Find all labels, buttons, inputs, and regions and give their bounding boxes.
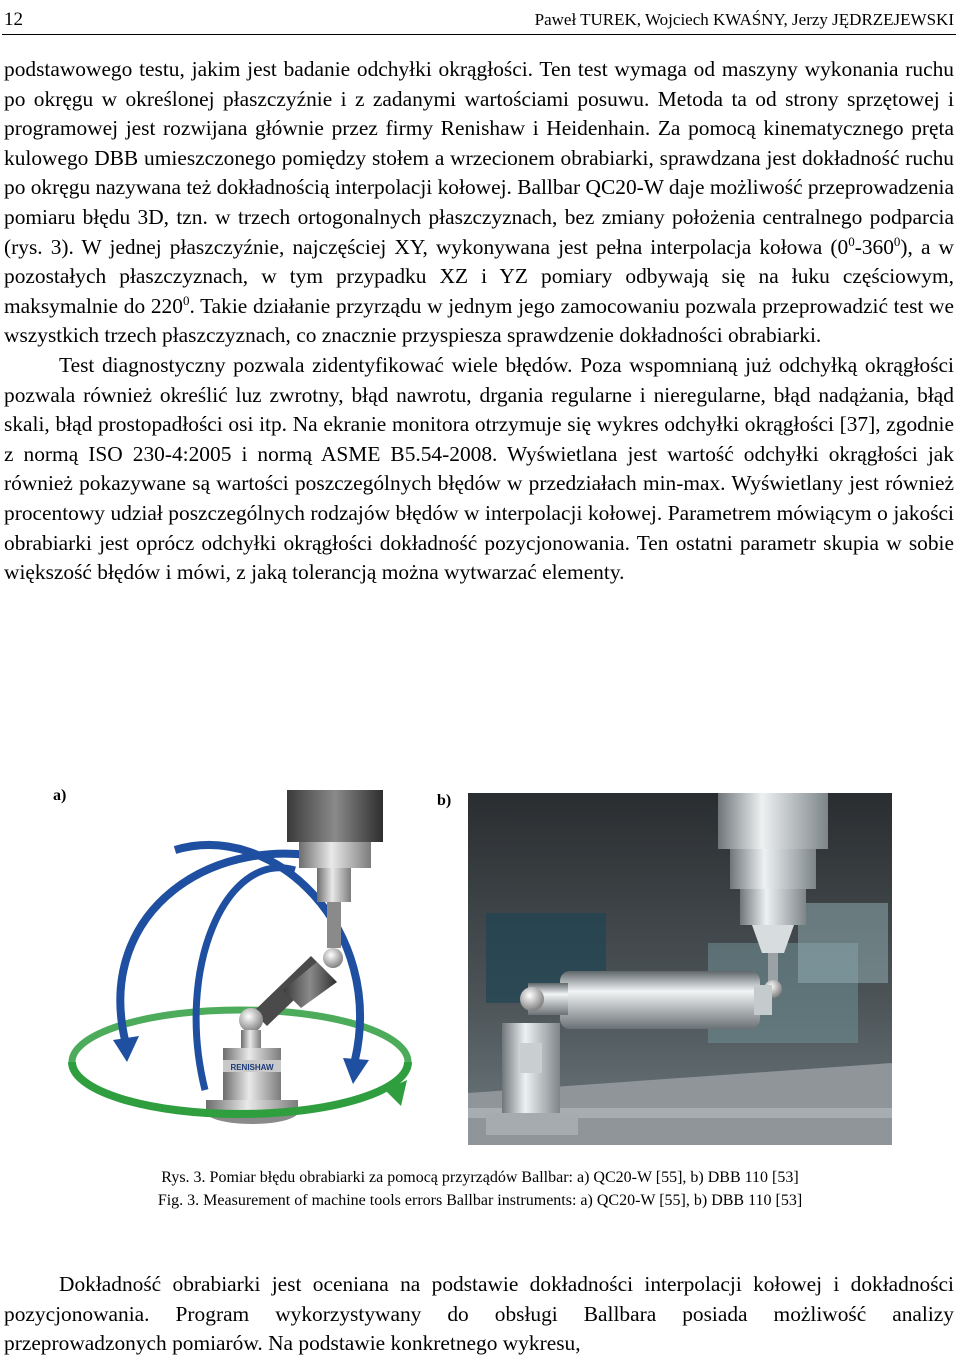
- page-number: 12: [4, 9, 23, 30]
- spindle-ball: [323, 948, 343, 968]
- figure-caption-english: Fig. 3. Measurement of machine tools errors Ballbar instruments: a) QC20-W [55], b) DBB 110 [53]: [157, 1192, 803, 1209]
- body-text-top: [4, 55, 954, 588]
- body-text-bottom: [4, 1270, 954, 1359]
- paragraph-2: Test diagnostyczny pozwala zidentyfikować wiele błędów. Poza wspomnianą już odchyłką okrągłości pozwala również określić luz zwrotny, błąd nawrotu, drgania regularne i nieregularne, błąd nadążania, błąd skali, błąd prostopadłości osi itp. Na ekranie monitora otrzymuje się wykres odchyłki okrągłości [37], zgodnie z normą ISO 230-4:2005 i normą ASME B5.54-2008. Wyświetlana jest wartość odchyłki okrągłości jak również pokazywane są wartości poszczególnych błędów w przedziałach min-max. Wyświetlany jest również procentowy udział poszczególnych rodzajów błędów w interpolacji kołowej. Parametrem mówiącym o jakości obrabiarki jest oprócz odchyłki okrągłości dokładność pozycjonowania. Ten ostatni parametr skupia w sobie większość błędów i mówi, z jaką tolerancją można wytwarzać elementy.: [4, 352, 954, 585]
- figure-label-b: b): [437, 792, 452, 809]
- figure-label-a: a): [53, 787, 67, 804]
- renishaw-logo: RENISHAW: [230, 1063, 274, 1072]
- spindle-housing: [287, 790, 383, 842]
- ballbar-qc20w-illustration: [55, 790, 425, 1150]
- center-ball: [239, 1008, 263, 1032]
- arrow-head-right: [343, 1058, 369, 1084]
- arrow-head-left: [113, 1036, 139, 1062]
- figure-caption-polish: Rys. 3. Pomiar błędu obrabiarki za pomocą przyrządów Ballbar: a) QC20-W [55], b) DBB 110 [53]: [161, 1169, 799, 1186]
- page-header: [2, 4, 956, 35]
- running-header-authors: Paweł TUREK, Wojciech KWAŚNY, Jerzy JĘDRZEJEWSKI: [534, 10, 954, 29]
- dbb-bar-body: [560, 971, 760, 1029]
- spindle-body: [718, 793, 828, 849]
- paragraph-1: podstawowego testu, jakim jest badanie odchyłki okrągłości. Ten test wymaga od maszyny wykonania ruchu po okręgu w określonej płaszczyźnie i z zadanymi wartościami posuwu. Metoda ta od strony sprzętowej i programowej jest rozwijana głównie przez firmy Renishaw i Heidenhain. Za pomocą kinematycznego pręta kulowego DBB umieszczonego pomiędzy stołem a wrzecionem obrabiarki, sprawdzana jest dokładność ruchu po okręgu nazywana też dokładnością interpolacji kołowej. Ballbar QC20-W daje możliwość przeprowadzenia pomiaru błędu 3D, tzn. w trzech ortogonalnych płaszczyznach, bez zmiany położenia centralnego podparcia (rys. 3). W jednej płaszczyźnie, najczęściej XY, wykonywana jest pełna interpolacja kołowa $(0^0-360^0)$, a w pozostałych płaszczyznach, w tym przypadku XZ i YZ pomiary odbywają się na łuku częściowym, maksymalnie do $220^0$. Takie działanie przyrządu w jednym jego zamocowaniu pozwala przeprowadzić test we wszystkich trzech płaszczyznach, co znacznie przyspiesza sprawdzenie dokładności obrabiarki.: [4, 57, 955, 348]
- paragraph-3: Dokładność obrabiarki jest oceniana na podstawie dokładności interpolacji kołowej i dokładności pozycjonowania. Program wykorzystywany do obsługi Ballbara posiada możliwość analizy przeprowadzonych pomiarów. Na podstawie konkretnego wykresu,: [4, 1272, 954, 1356]
- ballbar-dbb110-photo: [468, 793, 892, 1145]
